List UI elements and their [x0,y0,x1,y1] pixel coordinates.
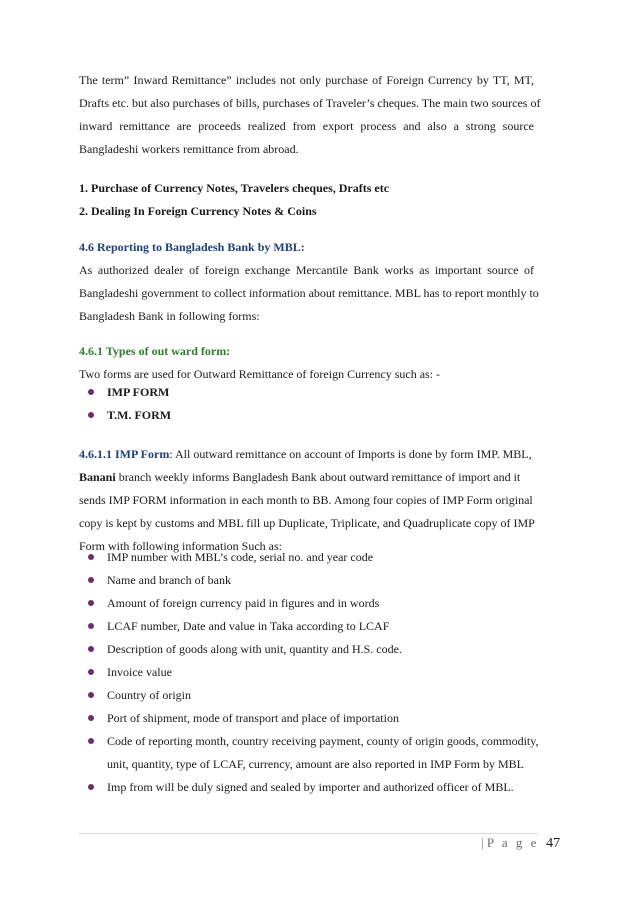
list-item [79,684,539,707]
bullet-icon [88,738,94,744]
list-item [79,404,539,427]
list-item-text: Port of shipment, mode of transport and place of importation [107,711,399,725]
footer-divider [79,833,538,834]
footer-separator: | [481,835,484,850]
bullet-icon [88,577,94,583]
bullet-icon [88,623,94,629]
section-line: Bangladeshi government to collect information about remittance. MBL has to report monthly to [79,286,539,300]
section-text: branch weekly informs Bangladesh Bank about outward remittance of import and it [115,470,521,484]
list-item [79,569,539,592]
list-item [79,776,539,799]
list-item [79,381,539,404]
list-item-text: unit, quantity, type of LCAF, currency, amount are also reported in IMP Form by MBL [107,757,524,771]
list-item-text: LCAF number, Date and value in Taka according to LCAF [107,619,390,633]
list-item-text: Amount of foreign currency paid in figures and in words [107,596,380,610]
imp-info-list [79,546,539,799]
list-item [79,638,539,661]
list-item-text: Code of reporting month, country receiving payment, county of origin goods, commodity, [107,734,539,748]
list-item [79,546,539,569]
section-line: Bangladesh Bank in following forms: [79,309,260,323]
section-line: Form with following information Such as: [79,539,282,553]
page-number: 47 [546,836,561,851]
bullet-icon [88,554,94,560]
list-item-text: Country of origin [107,688,191,702]
intro-paragraph [79,69,541,161]
bullet-icon [88,389,94,395]
list-item-text: Description of goods along with unit, quantity and H.S. code. [107,642,402,656]
bullet-icon [88,412,94,418]
section-line: copy is kept by customs and MBL fill up Duplicate, Triplicate, and Quadruplicate copy of IMP [79,516,535,530]
list-item [79,707,539,730]
section-line: sends IMP FORM information in each month to BB. Among four copies of IMP Form original [79,493,533,507]
intro-line: inward remittance are proceeds realized from export process and also a strong source [79,119,534,133]
section-line [79,466,534,489]
section-4-6-1-1 [79,443,534,558]
branch-name: Banani [79,470,116,484]
page-label: P a g e [486,835,539,850]
form-name: IMP FORM [107,385,170,399]
list-item [79,661,539,684]
section-heading: 4.6.1 Types of out ward form: [79,344,231,358]
list-item [79,730,539,776]
section-heading: 4.6.1.1 IMP Form [79,447,170,461]
section-line: As authorized dealer of foreign exchange Mercantile Bank works as important source of [79,263,534,277]
forms-list [79,381,539,427]
intro-line: Drafts etc. but also purchases of bills, purchases of Traveler’s cheques. The main two sources of [79,96,541,110]
page-footer [481,835,560,852]
list-item-text: Imp from will be duly signed and sealed by importer and authorized officer of MBL. [107,780,514,794]
numbered-item: 2. Dealing In Foreign Currency Notes & Coins [79,204,317,218]
list-item [79,615,539,638]
list-item-text: Invoice value [107,665,172,679]
section-intro: Two forms are used for Outward Remittance of foreign Currency such as: - [79,367,441,381]
section-4-6 [79,236,539,328]
list-item [79,592,539,615]
section-heading: 4.6 Reporting to Bangladesh Bank by MBL: [79,240,305,254]
list-item-text: IMP number with MBL’s code, serial no. and year code [107,550,374,564]
intro-line: Bangladeshi workers remittance from abroad. [79,142,299,156]
section-4-6-1 [79,340,534,386]
section-line [79,443,534,466]
bullet-icon [88,646,94,652]
section-text: : All outward remittance on account of Imports is done by form IMP. MBL, [169,447,532,461]
bullet-icon [88,692,94,698]
list-item-text: Name and branch of bank [107,573,231,587]
numbered-item: 1. Purchase of Currency Notes, Travelers cheques, Drafts etc [79,181,390,195]
form-name: T.M. FORM [107,408,172,422]
bullet-icon [88,600,94,606]
bullet-icon [88,784,94,790]
bullet-icon [88,715,94,721]
numbered-list [79,177,534,223]
intro-line: The term” Inward Remittance” includes not only purchase of Foreign Currency by TT, MT, [79,73,534,87]
bullet-icon [88,669,94,675]
